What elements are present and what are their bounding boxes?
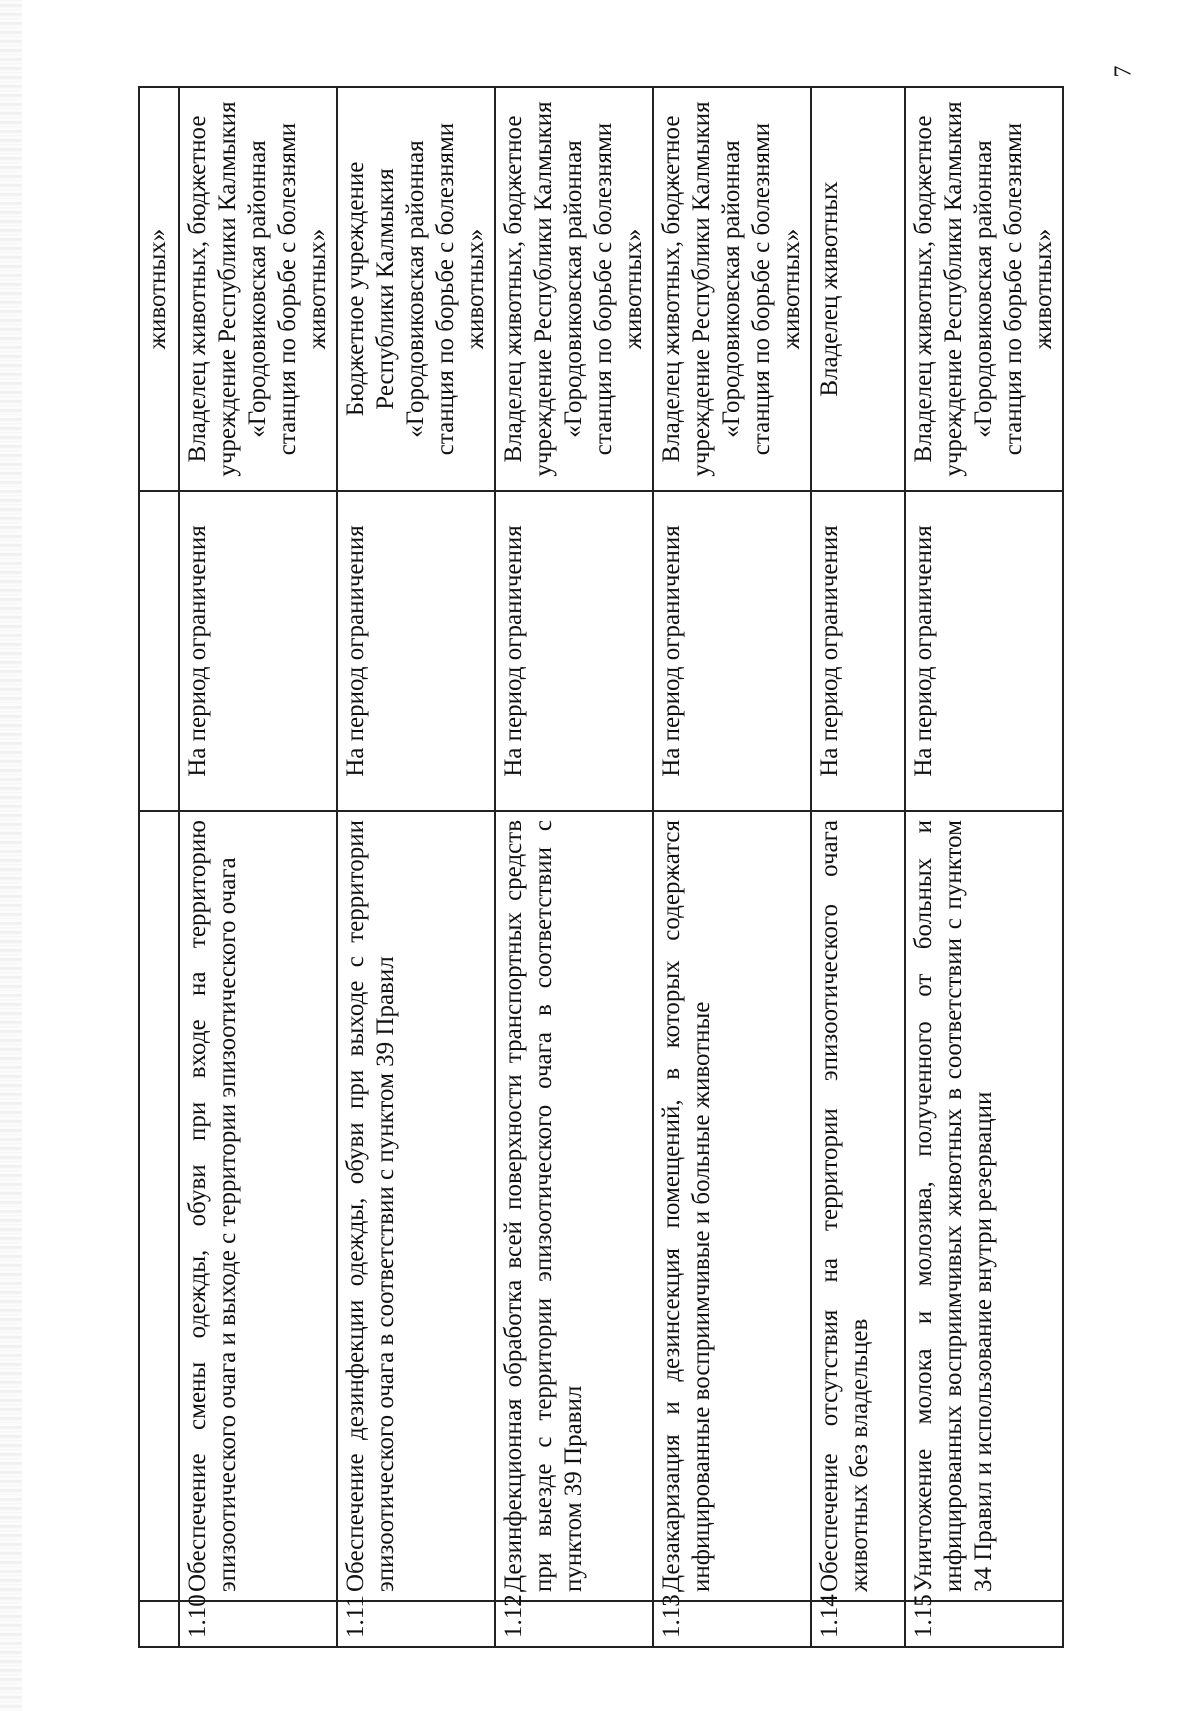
rotated-document-sheet [138,88,1057,1648]
cell-responsible: Владелец животных, бюджетное учреждение Республики Калмыкия «Городовиковская районная станция по борьбе с болезнями животных» [905,87,1063,491]
cell-term: На период ограничения [337,491,495,811]
cell-description: Дезинфекционная обработка всей поверхности транспортных средств при выезде с территории эпизоотического очага в соответствии с пунктом 39 Правил [495,811,653,1601]
cell-responsible: животных» [139,87,179,491]
scan-edge-artifact [0,0,22,1711]
cell-number: 1.10 [179,1601,337,1647]
cell-number: 1.13 [653,1601,811,1647]
table-row [905,87,1063,1647]
cell-term: На период ограничения [179,491,337,811]
cell-description: Обеспечение смены одежды, обуви при входе на территорию эпизоотического очага и выходе с территории эпизоотического очага [179,811,337,1601]
cell-term: На период ограничения [811,491,905,811]
measures-table [138,86,1064,1648]
table-row-continuation [139,87,179,1647]
cell-description: Дезакаризация и дезинсекция помещений, в которых содержатся инфицированные восприимчивые и больные животные [653,811,811,1601]
cell-responsible: Владелец животных [811,87,905,491]
cell-number: 1.15 [905,1601,1063,1647]
table-row [179,87,337,1647]
cell-number: 1.12 [495,1601,653,1647]
cell-description: Обеспечение отсутствия на территории эпизоотического очага животных без владельцев [811,811,905,1601]
cell-term [139,491,179,811]
cell-term: На период ограничения [905,491,1063,811]
table-row [653,87,811,1647]
cell-term: На период ограничения [495,491,653,811]
page-number: 7 [1110,65,1137,78]
cell-responsible: Бюджетное учреждение Республики Калмыкия «Городовиковская районная станция по борьбе с болезнями животных» [337,87,495,491]
table-row [337,87,495,1647]
cell-responsible: Владелец животных, бюджетное учреждение Республики Калмыкия «Городовиковская районная станция по борьбе с болезнями животных» [179,87,337,491]
table-row [811,87,905,1647]
cell-term: На период ограничения [653,491,811,811]
cell-description: Обеспечение дезинфекции одежды, обуви при выходе с территории эпизоотического очага в соответствии с пунктом 39 Правил [337,811,495,1601]
cell-description: Уничтожение молока и молозива, полученного от больных и инфицированных восприимчивых животных в соответствии с пунктом 34 Правил и использование внутри резервации [905,811,1063,1601]
table-row [495,87,653,1647]
cell-description [139,811,179,1601]
cell-responsible: Владелец животных, бюджетное учреждение Республики Калмыкия «Городовиковская районная станция по борьбе с болезнями животных» [653,87,811,491]
cell-number: 1.11 [337,1601,495,1647]
cell-responsible: Владелец животных, бюджетное учреждение Республики Калмыкия «Городовиковская районная станция по борьбе с болезнями животных» [495,87,653,491]
cell-number [139,1601,179,1647]
cell-number: 1.14 [811,1601,905,1647]
